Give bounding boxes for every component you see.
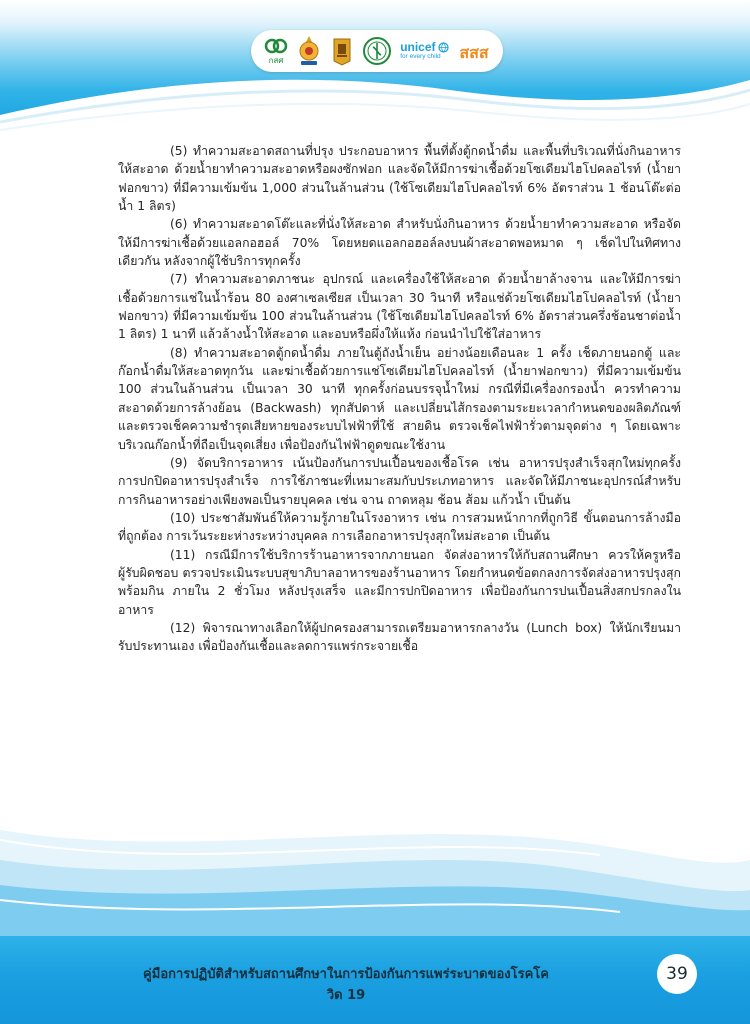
paragraph-11: (11) กรณีมีการใช้บริการร้านอาหารจากภายนอก จัดส่งอาหารให้กับสถานศึกษา ควรให้ครูหรือผู้รับผิดชอบ ตรวจประเมินระบบสุขาภิบาลอาหารของร้านอาหาร โดยกำหนดข้อตกลงการจัดส่งอาหารปรุงสุกพร้อมกิน ภายใน 2 ชั่วโมง หลังปรุงเสร็จ และมีการปกปิดอาหาร เพื่อป้องกันการปนเปื้อนสิ่งสกปรกลงในอาหาร — [118, 547, 681, 617]
paragraph-6: (6) ทำความสะอาดโต๊ะและที่นั่งให้สะอาด สำหรับนั่งกินอาหาร ด้วยน้ำยาทำความสะอาด หรือจัดให้มีการฆ่าเชื้อด้วยแอลกอฮอล์ 70% โดยหยดแอลกอฮอล์ลงบนผ้าสะอาดพอหมาด ๆ เช็ดไปในทิศทางเดียวกัน หลังจากผู้ใช้บริการทุกครั้ง — [118, 217, 681, 269]
page-number-badge — [657, 954, 697, 994]
royal-emblem-logo — [297, 34, 321, 68]
paragraph-12: (12) พิจารณาทางเลือกให้ผู้ปกครองสามารถเตรียมอาหารกลางวัน (Lunch box) ให้นักเรียนมารับประทานเอง เพื่อป้องกันเชื้อและลดการแพร่กระจายเชื้อ — [118, 620, 681, 654]
thaihealth-logo-text: สสส — [459, 43, 489, 62]
paragraph-9: (9) จัดบริการอาหาร เน้นป้องกันการปนเปื้อนของเชื้อโรค เช่น อาหารปรุงสำเร็จสุกใหม่ทุกครั้ง การปกปิดอาหารปรุงสำเร็จ การใช้ภาชนะที่เหมาะสมกับประเภทอาหาร และจัดให้มีภาชนะอุปกรณ์สำหรับการกินอาหารอย่างเพียงพอเป็นรายบุคคล เช่น จาน ถาดหลุม ช้อน ส้อม แก้วน้ำ เป็นต้น — [118, 455, 681, 507]
kosk-logo — [263, 34, 289, 68]
page-number: 39 — [666, 964, 688, 984]
unicef-tagline: for every child — [400, 53, 441, 60]
ministry-of-public-health-logo — [362, 34, 392, 68]
ministry-of-education-logo — [330, 34, 354, 68]
header-wave-decoration — [0, 60, 750, 150]
paragraph-8: (8) ทำความสะอาดตู้กดน้ำดื่ม ภายในตู้ถังน้ำเย็น อย่างน้อยเดือนละ 1 ครั้ง เช็ดภายนอกตู้ และก๊อกน้ำดื่มให้สะอาดทุกวัน และฆ่าเชื้อด้วยการแช่โซเดียมไฮโปคลอไรท์ (น้ำยาฟอกขาว) ที่มีความเข้มข้น 100 ส่วนในล้านส่วน เป็นเวลา 30 นาที ทุกครั้งก่อนบรรจุน้ำใหม่ กรณีที่มีเครื่องกรองน้ำ ควรทำความสะอาดด้วยการล้างย้อน (Backwash) ทุกสัปดาห์ และเปลี่ยนไส้กรองตามระยะเวลากำหนดของผลิตภัณฑ์ และตรวจเช็คความชำรุดเสียหายของระบบไฟฟ้าที่ใช้ สายดิน ตรวจเช็คไฟฟ้ารั่วตามจุดต่าง ๆ โดยเฉพาะบริเวณก๊อกน้ำที่ถือเป็นจุดเสี่ยง เพื่อป้องกันไฟฟ้าดูดขณะใช้งาน — [118, 345, 681, 452]
unicef-logo-text: unicef — [400, 40, 436, 54]
globe-icon — [438, 42, 449, 53]
paragraph-7: (7) ทำความสะอาดภาชนะ อุปกรณ์ และเครื่องใช้ให้สะอาด ด้วยน้ำยาล้างจาน และให้มีการฆ่าเชื้อด้วยการแช่ในน้ำร้อน 80 องศาเซลเซียส เป็นเวลา 30 วินาที หรือแช่ด้วยโซเดียมไฮโปคลอไรท์ (น้ำยาฟอกขาว) ที่มีความเข้มข้น 100 ส่วนในล้านส่วน (ใช้โซเดียมไฮโปคลอไรท์ 6% อัตราส่วนครึ่งช้อนชาต่อน้ำ 1 ลิตร) 1 นาที แล้วล้างน้ำให้สะอาด และอบหรือผึ่งให้แห้ง ก่อนนำไปใช้ใส่อาหาร — [118, 272, 681, 342]
thaihealth-logo — [457, 34, 491, 68]
unicef-logo — [400, 34, 448, 68]
paragraph-5: (5) ทำความสะอาดสถานที่ปรุง ประกอบอาหาร พื้นที่ตั้งตู้กดน้ำดื่ม และพื้นที่บริเวณที่นั่งกินอาหารให้สะอาด ด้วยน้ำยาทำความสะอาดหรือผงซักฟอก และจัดให้มีการฆ่าเชื้อด้วยโซเดียมไฮโปคลอไรท์ (น้ำยาฟอกขาว) ที่มีความเข้มข้น 1,000 ส่วนในล้านส่วน (ใช้โซเดียมไฮโปคลอไรท์ 6% อัตราส่วน 1 ช้อนโต๊ะต่อน้ำ 1 ลิตร) — [118, 144, 681, 214]
partner-logo-bar — [251, 30, 503, 72]
document-body — [118, 142, 681, 656]
paragraph-10: (10) ประชาสัมพันธ์ให้ความรู้ภายในโรงอาหาร เช่น การสวมหน้ากากที่ถูกวิธี ขั้นตอนการล้างมือที่ถูกต้อง การเว้นระยะห่างระหว่างบุคคล การเลือกอาหารปรุงสุกใหม่สะอาด เป็นต้น — [118, 510, 681, 544]
footer-title: คู่มือการปฏิบัติสำหรับสถานศึกษาในการป้องกันการแพร่ระบาดของโรคโควิด 19 — [143, 967, 549, 1003]
kosk-logo-text: กสศ — [268, 56, 284, 65]
